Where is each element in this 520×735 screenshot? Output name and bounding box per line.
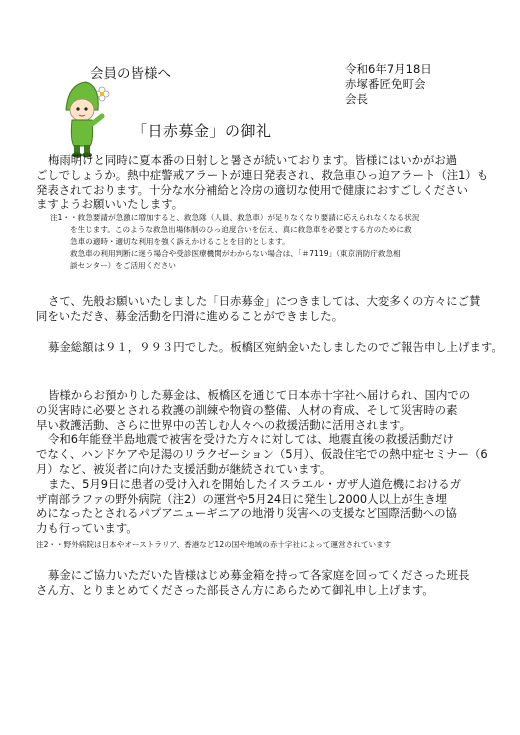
text-line: さて、先般お願いいたしました「日赤募金」につきましては、大変多くの方々にご賛 (48, 294, 481, 308)
mascot-character-icon (58, 80, 118, 158)
usage-paragraph (36, 388, 488, 536)
text-line: さん方、とりまとめてくださった部長さん方にあらためて御礼申し上げます。 (36, 582, 434, 597)
text-line: 梅雨明けと同時に夏本番の日射しと暑さが続いております。皆様にはいかがお過 (48, 153, 458, 167)
text-line: めになったとされるパプアニューギニアの地滑り災害への支援など国際活動への協 (36, 506, 457, 521)
text-line: 早い救護活動、さらに世界中の苦しむ人々への救援活動に活用されます。 (36, 417, 411, 432)
page-title: 「日赤募金」の御礼 (132, 122, 272, 140)
text-line: 力も行っています。 (36, 521, 138, 536)
text-line: 皆様からお預かりした募金は、板橋区を通じて日本赤十字社へ届けられ、国内での (48, 388, 471, 402)
text-line: 月）など、被災者に向けた支援活動が継続されています。 (36, 461, 332, 476)
note-line: 談センター）をご活用ください (70, 261, 177, 270)
text-line: 発表されております。十分な水分補給と冷房の適切な使用で健康におすごしください (36, 182, 468, 197)
text-line: ますようお願いいたします。 (36, 197, 184, 212)
recipient-heading: 会員の皆様へ (90, 66, 171, 82)
text-line: 募金にご協力いただいた皆様はじめ募金箱を持って各家庭を回ってくださった班長 (48, 568, 470, 582)
footnote-1 (50, 212, 490, 272)
note-line: 注2・・野外病院は日本やオーストラリア、香港など12の国や地域の赤十字社によって運営されています (36, 540, 392, 549)
note-line: を生じます。このような救急出場体制のひっ迫度合いを伝え、真に救急車を必要とする方のために救 (70, 225, 412, 234)
thanks-paragraph (36, 294, 488, 324)
note-line: 注1・・救急要請が急激に増加すると、救急隊（人員、救急車）が足りなくなり要請に応えられなくなる状況 (50, 213, 420, 222)
text-line: ザ南部ラファの野外病院（注2）の運営や5月24日に発生し2000人以上が生き埋 (36, 491, 447, 506)
text-line: また、5月9日に患者の受け入れを開始したイスラエル・ガザ人道危機におけるガ (48, 476, 462, 491)
text-line: 同をいただき、募金活動を円滑に進めることができました。 (36, 308, 344, 323)
closing-paragraph (36, 568, 488, 598)
letter-date: 令和6年7月18日 (345, 62, 432, 76)
note-line: 急車の適時・適切な利用を強く訴えかけることを目的とします。 (70, 237, 290, 246)
text-line: 令和6年能登半島地震で被害を受けた方々に対しては、地震直後の救援活動だけ (48, 432, 454, 447)
sender-block (345, 62, 432, 107)
footnote-2 (36, 539, 476, 551)
text-line: ごしでしょうか。熱中症警戒アラートが連日発表され、救急車ひっ迫アラート（注1）も (36, 167, 489, 182)
sender-title: 会長 (345, 92, 368, 106)
donation-total-paragraph (36, 340, 503, 355)
text-line: 募金総額は９１，９９３円でした。板橋区宛納金いたしましたのでご報告申し上げます。 (48, 340, 503, 354)
text-line: の災害時に必要とされる救護の訓練や物資の整備、人材の育成、そして災害時の素 (36, 402, 458, 417)
text-line: でなく、ハンドケアや足湯のリラクゼーション（5月）、仮設住宅での熱中症セミナー（6 (36, 447, 488, 462)
greeting-paragraph (36, 153, 488, 212)
note-line: 救急車の利用判断に迷う場合や受診医療機関がわからない場合は、「＃7119」（東京消防庁救急相 (70, 249, 401, 258)
association-name: 赤塚番匠免町会 (345, 77, 426, 91)
